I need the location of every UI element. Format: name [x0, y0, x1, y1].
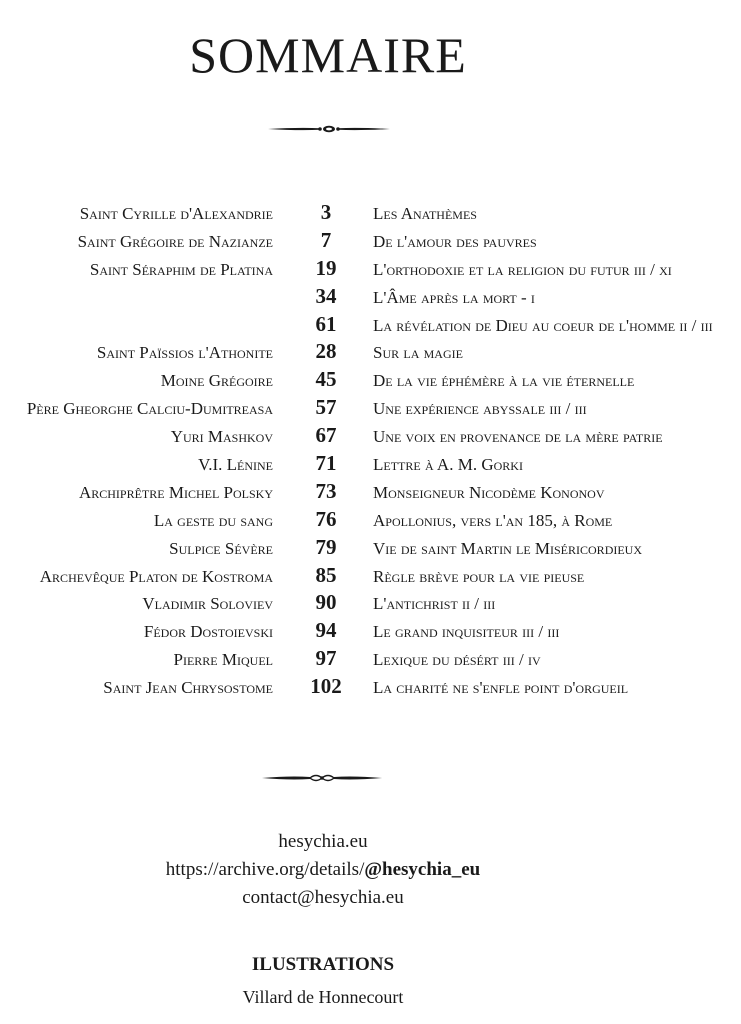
archive-link[interactable] — [0, 856, 646, 884]
toc-title: Les Anathèmes — [373, 204, 477, 223]
toc-title: La charité ne s'enfle point d'orgueil — [373, 678, 629, 698]
toc-title: Sur la magie — [373, 343, 463, 363]
archive-handle: @hesychia_eu — [364, 859, 481, 880]
toc-title: Apollonius, vers l'an 185, à Rome — [373, 510, 613, 530]
archive-url-prefix: https://archive.org/details/ — [165, 859, 365, 880]
toc-author: Vladimir Soloviev — [142, 594, 273, 614]
toc-title: Monseigneur Nicodème Kononov — [373, 482, 605, 502]
toc-entry — [0, 339, 741, 367]
toc-title: De l'amour des pauvres — [373, 231, 537, 251]
toc-entry — [0, 312, 741, 340]
toc-page-number: 73 — [315, 478, 337, 503]
toc-title: Lettre à A. M. Gorki — [373, 455, 523, 475]
divider-ornament-icon — [268, 123, 390, 135]
toc-title: L'Âme après la mort - i — [373, 287, 535, 307]
toc-entry — [0, 479, 741, 507]
toc-entry — [0, 228, 741, 256]
toc-entry — [0, 451, 741, 479]
toc-title: De la vie éphémère à la vie éternelle — [373, 371, 635, 391]
toc-author: Yuri Mashkov — [170, 427, 273, 447]
toc-entry — [0, 646, 741, 674]
toc-author: Saint Cyrille d'Alexandrie — [79, 204, 273, 223]
toc-entry — [0, 284, 741, 312]
toc-page-number: 94 — [315, 618, 337, 643]
toc-entry — [0, 590, 741, 618]
illustrations-heading: ILUSTRATIONS — [251, 954, 395, 975]
toc-title: L'antichrist ii / iii — [373, 594, 496, 614]
toc-entry — [0, 200, 741, 228]
toc-author: Saint Païssios l'Athonite — [96, 343, 273, 363]
toc-title: Une voix en provenance de la mère patrie — [373, 427, 663, 447]
toc-entry — [0, 423, 741, 451]
toc-page-number: 76 — [315, 506, 337, 531]
toc-page-number: 67 — [315, 423, 337, 448]
toc-page-number: 3 — [320, 200, 332, 224]
toc-entry — [0, 507, 741, 535]
toc-title: Une expérience abyssale iii / iii — [373, 399, 587, 419]
toc-page-number: 85 — [315, 562, 337, 587]
toc-page-number: 102 — [310, 674, 342, 699]
toc-entry — [0, 395, 741, 423]
toc-author: Saint Séraphim de Platina — [89, 259, 273, 279]
toc-page-number: 34 — [315, 283, 337, 308]
toc-author: Fédor Dostoievski — [143, 622, 273, 642]
website-link[interactable]: hesychia.eu — [278, 831, 368, 852]
toc-author: Pierre Miquel — [173, 650, 273, 670]
toc-title: La révélation de Dieu au coeur de l'homme ii / iii — [373, 315, 713, 335]
toc-page-number: 19 — [315, 255, 337, 280]
toc-author: Archiprêtre Michel Polsky — [78, 482, 273, 502]
divider-ornament-icon — [262, 772, 382, 784]
toc-title: Règle brève pour la vie pieuse — [373, 566, 585, 586]
toc-page-number: 57 — [315, 395, 337, 420]
toc-author: Père Gheorghe Calciu-Dumitreasa — [26, 399, 273, 419]
toc-title: Vie de saint Martin le Miséricordieux — [373, 538, 643, 558]
toc-title: Le grand inquisiteur iii / iii — [373, 622, 560, 642]
contact-links — [0, 828, 646, 912]
toc-page-number: 71 — [315, 451, 337, 476]
toc-page-number: 90 — [315, 590, 337, 615]
toc-author: V.I. Lénine — [198, 455, 273, 475]
toc-title: L'orthodoxie et la religion du futur iii / xi — [373, 259, 672, 279]
toc-page-number: 97 — [315, 646, 337, 671]
page-title: SOMMAIRE — [189, 27, 467, 83]
toc-author: Sulpice Sévère — [169, 538, 273, 558]
illustrations-artist: Villard de Honnecourt — [242, 987, 404, 1007]
toc-entry — [0, 618, 741, 646]
toc-page-number: 45 — [315, 367, 337, 392]
toc-page-number: 28 — [315, 339, 337, 364]
toc-author: Saint Jean Chrysostome — [103, 678, 273, 698]
toc-page-number: 79 — [315, 534, 337, 559]
toc-author: Archevêque Platon de Kostroma — [39, 566, 273, 586]
toc-entry — [0, 256, 741, 284]
toc-entry — [0, 367, 741, 395]
toc-entry — [0, 535, 741, 563]
toc-entry — [0, 674, 741, 702]
table-of-contents — [0, 200, 741, 702]
email-link[interactable]: contact@hesychia.eu — [242, 887, 404, 908]
toc-page-number: 7 — [320, 227, 332, 252]
toc-author: Moine Grégoire — [160, 371, 273, 391]
toc-title: Lexique du désért iii / iv — [373, 650, 541, 670]
toc-page-number: 61 — [315, 311, 337, 336]
toc-author: Saint Grégoire de Nazianze — [77, 231, 273, 251]
toc-author: La geste du sang — [153, 510, 273, 530]
toc-entry — [0, 563, 741, 591]
